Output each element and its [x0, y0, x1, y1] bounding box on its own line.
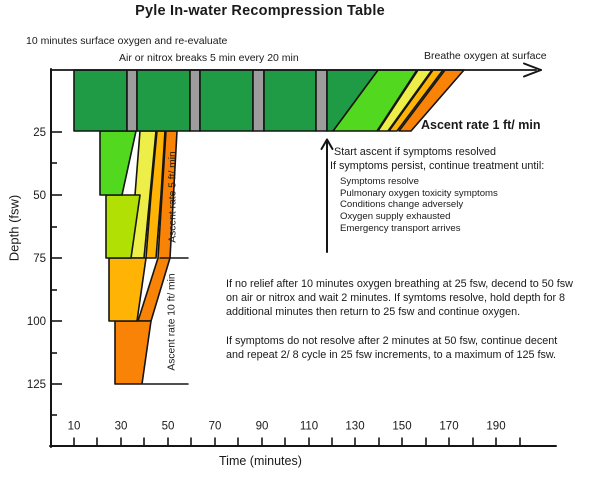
x-tick-label: 170	[439, 420, 459, 433]
x-tick-label: 10	[67, 420, 81, 433]
x-axis-label: Time (minutes)	[219, 454, 302, 468]
breathe-arrowhead-b	[524, 70, 541, 77]
note-surface-oxygen: 10 minutes surface oxygen and re-evaluate	[26, 35, 228, 47]
note-breathe-oxygen-at-surface: Breathe oxygen at surface	[424, 50, 547, 62]
air-break-1	[127, 70, 137, 131]
oxygen-block-2	[137, 70, 190, 131]
list-item: Emergency transport arrives	[340, 222, 461, 234]
y-tick-label: 75	[33, 253, 46, 266]
excursion-block-125fsw	[115, 321, 151, 384]
label-ascent-rate-5: Ascent rate 5 ft/ min	[167, 151, 179, 243]
x-tick-label: 150	[392, 420, 412, 433]
x-tick-label: 190	[486, 420, 506, 433]
oxygen-block-1	[74, 70, 127, 131]
x-tick-label: 90	[255, 420, 269, 433]
list-item: Symptoms resolve	[340, 176, 419, 187]
list-item: Pulmonary oxygen toxicity symptoms	[340, 187, 498, 199]
x-tick-label: 70	[208, 420, 222, 433]
oxygen-block-3	[200, 70, 253, 131]
paragraph-not-resolve: If symptoms do not resolve after 2 minutes at 50 fsw, continue decent and repeat 2/ 8 cycle in 25 fsw increments, to a maximum of 125 fsw.	[226, 335, 558, 361]
y-tick-label: 125	[26, 379, 46, 392]
excursion-block-50fsw	[100, 131, 136, 195]
y-tick-label: 25	[33, 127, 46, 140]
oxygen-block-4	[264, 70, 316, 131]
note-start-ascent: Start ascent if symptoms resolved	[334, 146, 497, 158]
x-tick-label: 50	[161, 420, 175, 433]
paragraph-no-relief: If no relief after 10 minutes oxygen breathing at 25 fsw, decend to 50 fsw on air or nitrox and wait 2 minutes. If symtoms resolve, hold depth for 8 additional minutes then return to 25 fsw and continue oxygen.	[226, 278, 573, 318]
page-title: Pyle In-water Recompression Table	[135, 3, 385, 19]
label-ascent-rate-10: Ascent rate 10 ft/ min	[166, 273, 178, 371]
air-break-4	[316, 70, 327, 131]
note-persist: If symptoms persist, continue treatment until:	[330, 160, 545, 172]
x-tick-label: 110	[299, 420, 319, 433]
persist-conditions-list	[340, 176, 498, 235]
note-air-breaks: Air or nitrox breaks 5 min every 20 min	[119, 52, 299, 64]
air-break-3	[253, 70, 264, 131]
label-ascent-rate-1: Ascent rate 1 ft/ min	[421, 118, 541, 132]
air-break-2	[190, 70, 200, 131]
y-tick-label: 50	[33, 190, 46, 203]
y-tick-label: 100	[26, 316, 46, 329]
x-tick-label: 30	[114, 420, 128, 433]
x-tick-label: 130	[345, 420, 365, 433]
list-item: Conditions change adversely	[340, 199, 464, 211]
breathe-arrowhead-a	[524, 64, 541, 71]
list-item: Oxygen supply exhausted	[340, 211, 451, 223]
y-axis-label: Depth (fsw)	[6, 194, 22, 262]
